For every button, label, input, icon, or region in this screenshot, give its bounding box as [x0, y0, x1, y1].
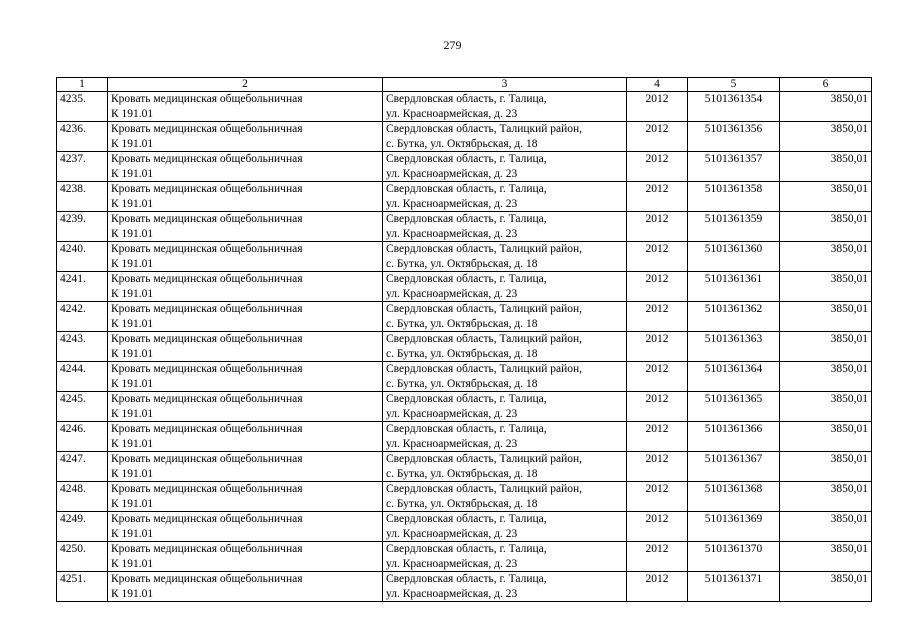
table-row — [57, 272, 872, 302]
year-cell: 2012 — [627, 332, 688, 362]
cost-cell: 3850,01 — [780, 332, 872, 362]
inventory-number-cell: 5101361369 — [688, 512, 780, 542]
cost-cell: 3850,01 — [780, 272, 872, 302]
item-model-line: К 191.01 — [111, 107, 154, 120]
year-cell: 2012 — [627, 302, 688, 332]
table-row — [57, 302, 872, 332]
row-number-cell: 4235. — [57, 92, 108, 122]
year-cell: 2012 — [627, 512, 688, 542]
cost-cell: 3850,01 — [780, 482, 872, 512]
inventory-number-cell: 5101361368 — [688, 482, 780, 512]
item-model-line: К 191.01 — [111, 437, 154, 450]
page-number: 279 — [443, 38, 462, 52]
year-cell: 2012 — [627, 542, 688, 572]
address-line: с. Бутка, ул. Октябрьская, д. 18 — [386, 347, 538, 360]
address-line: ул. Красноармейская, д. 23 — [386, 287, 518, 300]
address-line: Свердловская область, г. Талица, — [386, 273, 547, 285]
item-name-cell — [108, 512, 383, 542]
item-name-line: Кровать медицинская общебольничная — [111, 243, 303, 255]
cost-cell: 3850,01 — [780, 542, 872, 572]
item-name-line: Кровать медицинская общебольничная — [111, 123, 303, 135]
row-number-cell: 4237. — [57, 152, 108, 182]
table-row — [57, 512, 872, 542]
item-model-line: К 191.01 — [111, 287, 154, 300]
table-row — [57, 362, 872, 392]
item-name-cell — [108, 92, 383, 122]
address-line: Свердловская область, г. Талица, — [386, 513, 547, 525]
table-row — [57, 422, 872, 452]
address-cell — [383, 242, 627, 272]
address-line: Свердловская область, г. Талица, — [386, 573, 547, 585]
inventory-number-cell: 5101361370 — [688, 542, 780, 572]
address-cell — [383, 542, 627, 572]
row-number-cell: 4245. — [57, 392, 108, 422]
row-number-cell: 4251. — [57, 572, 108, 602]
item-model-line: К 191.01 — [111, 137, 154, 150]
row-number-cell: 4236. — [57, 122, 108, 152]
item-name-line: Кровать медицинская общебольничная — [111, 543, 303, 555]
address-line: ул. Красноармейская, д. 23 — [386, 107, 518, 120]
inventory-number-cell: 5101361371 — [688, 572, 780, 602]
item-model-line: К 191.01 — [111, 587, 154, 600]
address-cell — [383, 212, 627, 242]
address-cell — [383, 182, 627, 212]
item-name-cell — [108, 272, 383, 302]
address-cell — [383, 482, 627, 512]
item-name-cell — [108, 362, 383, 392]
year-cell: 2012 — [627, 392, 688, 422]
address-cell — [383, 302, 627, 332]
year-cell: 2012 — [627, 422, 688, 452]
year-cell: 2012 — [627, 572, 688, 602]
table-row — [57, 122, 872, 152]
year-cell: 2012 — [627, 482, 688, 512]
item-name-line: Кровать медицинская общебольничная — [111, 213, 303, 225]
inventory-number-cell: 5101361356 — [688, 122, 780, 152]
inventory-number-cell: 5101361364 — [688, 362, 780, 392]
asset-registry-table — [56, 77, 872, 602]
table-row — [57, 482, 872, 512]
cost-cell: 3850,01 — [780, 302, 872, 332]
address-line: Свердловская область, г. Талица, — [386, 183, 547, 195]
item-name-cell — [108, 122, 383, 152]
item-model-line: К 191.01 — [111, 257, 154, 270]
cost-cell: 3850,01 — [780, 182, 872, 212]
item-model-line: К 191.01 — [111, 407, 154, 420]
year-cell: 2012 — [627, 362, 688, 392]
table-header — [57, 78, 872, 92]
address-line: Свердловская область, г. Талица, — [386, 543, 547, 555]
table-row — [57, 182, 872, 212]
item-model-line: К 191.01 — [111, 527, 154, 540]
year-cell: 2012 — [627, 212, 688, 242]
table-body — [57, 92, 872, 602]
address-line: Свердловская область, Талицкий район, — [386, 453, 583, 465]
item-name-cell — [108, 392, 383, 422]
address-line: Свердловская область, Талицкий район, — [386, 483, 583, 495]
item-name-line: Кровать медицинская общебольничная — [111, 273, 303, 285]
item-model-line: К 191.01 — [111, 557, 154, 570]
item-name-cell — [108, 542, 383, 572]
cost-cell: 3850,01 — [780, 242, 872, 272]
item-name-cell — [108, 572, 383, 602]
year-cell: 2012 — [627, 272, 688, 302]
cost-cell: 3850,01 — [780, 152, 872, 182]
year-cell: 2012 — [627, 92, 688, 122]
inventory-number-cell: 5101361363 — [688, 332, 780, 362]
address-line: ул. Красноармейская, д. 23 — [386, 437, 518, 450]
address-cell — [383, 92, 627, 122]
column-header: 1 — [57, 78, 108, 92]
inventory-number-cell: 5101361362 — [688, 302, 780, 332]
year-cell: 2012 — [627, 452, 688, 482]
address-line: с. Бутка, ул. Октябрьская, д. 18 — [386, 137, 538, 150]
item-name-cell — [108, 332, 383, 362]
row-number-cell: 4248. — [57, 482, 108, 512]
item-name-line: Кровать медицинская общебольничная — [111, 423, 303, 435]
item-name-line: Кровать медицинская общебольничная — [111, 153, 303, 165]
table-row — [57, 332, 872, 362]
address-line: ул. Красноармейская, д. 23 — [386, 527, 518, 540]
address-line: ул. Красноармейская, д. 23 — [386, 557, 518, 570]
address-line: Свердловская область, Талицкий район, — [386, 303, 583, 315]
item-model-line: К 191.01 — [111, 467, 154, 480]
column-header: 2 — [108, 78, 383, 92]
row-number-cell: 4241. — [57, 272, 108, 302]
address-line: Свердловская область, Талицкий район, — [386, 243, 583, 255]
item-model-line: К 191.01 — [111, 497, 154, 510]
cost-cell: 3850,01 — [780, 452, 872, 482]
address-line: с. Бутка, ул. Октябрьская, д. 18 — [386, 467, 538, 480]
cost-cell: 3850,01 — [780, 122, 872, 152]
item-model-line: К 191.01 — [111, 227, 154, 240]
address-line: ул. Красноармейская, д. 23 — [386, 407, 518, 420]
address-line: Свердловская область, Талицкий район, — [386, 363, 583, 375]
row-number-cell: 4239. — [57, 212, 108, 242]
row-number-cell: 4250. — [57, 542, 108, 572]
table-row — [57, 242, 872, 272]
inventory-number-cell: 5101361360 — [688, 242, 780, 272]
year-cell: 2012 — [627, 122, 688, 152]
cost-cell: 3850,01 — [780, 362, 872, 392]
address-line: ул. Красноармейская, д. 23 — [386, 167, 518, 180]
item-model-line: К 191.01 — [111, 167, 154, 180]
column-header: 3 — [383, 78, 627, 92]
item-model-line: К 191.01 — [111, 197, 154, 210]
year-cell: 2012 — [627, 242, 688, 272]
table-row — [57, 212, 872, 242]
row-number-cell: 4246. — [57, 422, 108, 452]
address-cell — [383, 572, 627, 602]
address-cell — [383, 392, 627, 422]
item-name-line: Кровать медицинская общебольничная — [111, 363, 303, 375]
column-header: 4 — [627, 78, 688, 92]
year-cell: 2012 — [627, 182, 688, 212]
item-name-cell — [108, 182, 383, 212]
table-row — [57, 92, 872, 122]
address-line: Свердловская область, г. Талица, — [386, 93, 547, 105]
item-name-line: Кровать медицинская общебольничная — [111, 303, 303, 315]
item-name-line: Кровать медицинская общебольничная — [111, 333, 303, 345]
row-number-cell: 4240. — [57, 242, 108, 272]
address-cell — [383, 422, 627, 452]
inventory-number-cell: 5101361367 — [688, 452, 780, 482]
address-line: ул. Красноармейская, д. 23 — [386, 587, 518, 600]
table-row — [57, 572, 872, 602]
cost-cell: 3850,01 — [780, 422, 872, 452]
item-name-cell — [108, 482, 383, 512]
cost-cell: 3850,01 — [780, 92, 872, 122]
address-cell — [383, 152, 627, 182]
year-cell: 2012 — [627, 152, 688, 182]
item-name-cell — [108, 452, 383, 482]
inventory-number-cell: 5101361354 — [688, 92, 780, 122]
row-number-cell: 4249. — [57, 512, 108, 542]
row-number-cell: 4238. — [57, 182, 108, 212]
table-row — [57, 452, 872, 482]
address-line: с. Бутка, ул. Октябрьская, д. 18 — [386, 497, 538, 510]
cost-cell: 3850,01 — [780, 212, 872, 242]
table-row — [57, 152, 872, 182]
item-name-line: Кровать медицинская общебольничная — [111, 573, 303, 585]
address-line: Свердловская область, г. Талица, — [386, 423, 547, 435]
inventory-number-cell: 5101361365 — [688, 392, 780, 422]
item-model-line: К 191.01 — [111, 377, 154, 390]
row-number-cell: 4247. — [57, 452, 108, 482]
item-model-line: К 191.01 — [111, 347, 154, 360]
cost-cell: 3850,01 — [780, 512, 872, 542]
item-model-line: К 191.01 — [111, 317, 154, 330]
item-name-cell — [108, 242, 383, 272]
item-name-line: Кровать медицинская общебольничная — [111, 513, 303, 525]
address-line: Свердловская область, г. Талица, — [386, 393, 547, 405]
header-row — [57, 78, 872, 92]
item-name-line: Кровать медицинская общебольничная — [111, 453, 303, 465]
row-number-cell: 4244. — [57, 362, 108, 392]
table-row — [57, 392, 872, 422]
item-name-line: Кровать медицинская общебольничная — [111, 93, 303, 105]
item-name-cell — [108, 302, 383, 332]
table-row — [57, 542, 872, 572]
address-line: с. Бутка, ул. Октябрьская, д. 18 — [386, 257, 538, 270]
column-header: 5 — [688, 78, 780, 92]
address-line: Свердловская область, Талицкий район, — [386, 333, 583, 345]
address-line: Свердловская область, Талицкий район, — [386, 123, 583, 135]
row-number-cell: 4243. — [57, 332, 108, 362]
inventory-number-cell: 5101361366 — [688, 422, 780, 452]
item-name-cell — [108, 152, 383, 182]
address-cell — [383, 512, 627, 542]
address-cell — [383, 332, 627, 362]
address-line: ул. Красноармейская, д. 23 — [386, 227, 518, 240]
address-cell — [383, 362, 627, 392]
item-name-line: Кровать медицинская общебольничная — [111, 183, 303, 195]
inventory-number-cell: 5101361361 — [688, 272, 780, 302]
item-name-line: Кровать медицинская общебольничная — [111, 483, 303, 495]
address-line: Свердловская область, г. Талица, — [386, 213, 547, 225]
address-line: с. Бутка, ул. Октябрьская, д. 18 — [386, 317, 538, 330]
item-name-cell — [108, 212, 383, 242]
address-line: ул. Красноармейская, д. 23 — [386, 197, 518, 210]
inventory-number-cell: 5101361357 — [688, 152, 780, 182]
address-cell — [383, 122, 627, 152]
address-cell — [383, 272, 627, 302]
address-line: с. Бутка, ул. Октябрьская, д. 18 — [386, 377, 538, 390]
column-header: 6 — [780, 78, 872, 92]
address-line: Свердловская область, г. Талица, — [386, 153, 547, 165]
row-number-cell: 4242. — [57, 302, 108, 332]
inventory-number-cell: 5101361358 — [688, 182, 780, 212]
item-name-line: Кровать медицинская общебольничная — [111, 393, 303, 405]
address-cell — [383, 452, 627, 482]
cost-cell: 3850,01 — [780, 572, 872, 602]
item-name-cell — [108, 422, 383, 452]
cost-cell: 3850,01 — [780, 392, 872, 422]
inventory-number-cell: 5101361359 — [688, 212, 780, 242]
